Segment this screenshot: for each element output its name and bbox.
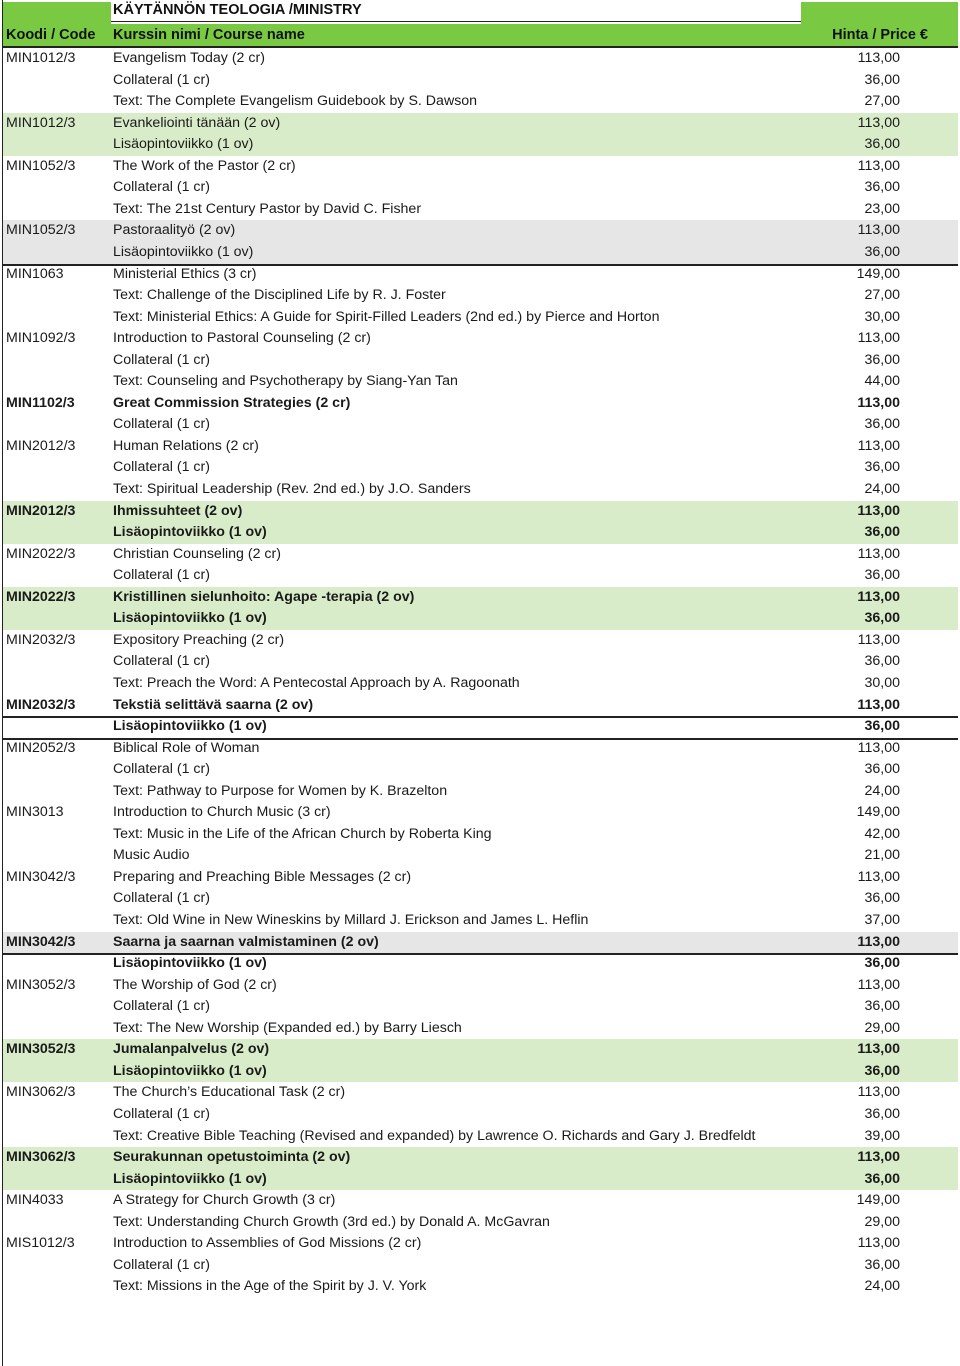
course-price: 23,00 <box>864 200 900 217</box>
header-fill-right <box>801 2 958 24</box>
course-price: 36,00 <box>864 890 900 907</box>
course-price: 29,00 <box>864 1019 900 1036</box>
table-row <box>3 759 958 781</box>
table-row <box>3 1276 958 1298</box>
course-price: 113,00 <box>857 696 900 713</box>
table-row <box>3 328 958 350</box>
course-price: 113,00 <box>857 739 900 756</box>
course-price: 113,00 <box>857 588 900 605</box>
course-name: The Church’s Educational Task (2 cr) <box>113 1084 346 1101</box>
course-code: MIN1092/3 <box>6 330 76 347</box>
course-name: Collateral (1 cr) <box>113 653 210 670</box>
course-price: 149,00 <box>856 804 900 821</box>
course-code: MIN4033 <box>6 1192 64 1209</box>
course-name: Introduction to Pastoral Counseling (2 cr) <box>113 330 371 347</box>
course-code: MIN1052/3 <box>6 157 76 174</box>
course-name: Text: Challenge of the Disciplined Life by R. J. Foster <box>113 287 446 304</box>
course-code: MIN1102/3 <box>6 394 75 411</box>
course-code: MIN2032/3 <box>6 696 76 713</box>
course-price: 113,00 <box>857 868 900 885</box>
course-price: 113,00 <box>857 1235 900 1252</box>
table-row <box>3 113 958 135</box>
table-row <box>3 134 958 156</box>
table-row <box>3 781 958 803</box>
course-name: Text: Missions in the Age of the Spirit by J. V. York <box>113 1278 427 1295</box>
course-price: 36,00 <box>864 71 900 88</box>
course-name: Expository Preaching (2 cr) <box>113 631 285 648</box>
course-name: Collateral (1 cr) <box>113 998 210 1015</box>
course-price: 36,00 <box>864 610 900 627</box>
table-row <box>3 350 958 372</box>
course-price: 36,00 <box>864 998 900 1015</box>
course-price: 30,00 <box>864 308 900 325</box>
table-row <box>3 673 958 695</box>
course-name: The Worship of God (2 cr) <box>113 976 277 993</box>
course-code: MIN2012/3 <box>6 502 76 519</box>
course-code: MIN1012/3 <box>6 114 76 131</box>
course-code: MIN3013 <box>6 804 64 821</box>
course-price: 42,00 <box>864 825 900 842</box>
table-row <box>3 630 958 652</box>
table-row <box>3 199 958 221</box>
course-price: 36,00 <box>864 179 900 196</box>
course-name: Biblical Role of Woman <box>113 739 260 756</box>
table-row <box>3 501 958 523</box>
course-price: 36,00 <box>864 761 900 778</box>
course-name: Text: Understanding Church Growth (3rd ed.) by Donald A. McGavran <box>113 1213 550 1230</box>
course-name: Collateral (1 cr) <box>113 416 210 433</box>
course-code: MIS1012/3 <box>6 1235 75 1252</box>
course-price: 36,00 <box>864 718 900 735</box>
course-price: 113,00 <box>857 545 900 562</box>
course-name: Collateral (1 cr) <box>113 761 210 778</box>
title-underline <box>111 21 801 22</box>
table-row <box>3 48 958 70</box>
table-row <box>3 544 958 566</box>
table-row <box>3 479 958 501</box>
course-price: 149,00 <box>856 265 900 282</box>
course-name: Collateral (1 cr) <box>113 1105 210 1122</box>
table-row <box>3 264 958 286</box>
course-name: Text: Spiritual Leadership (Rev. 2nd ed.) by J.O. Sanders <box>113 481 471 497</box>
course-price: 113,00 <box>857 437 900 454</box>
table-row <box>3 824 958 846</box>
course-name: Text: Old Wine in New Wineskins by Millard J. Erickson and James L. Heflin <box>113 912 589 928</box>
table-row <box>3 1190 958 1212</box>
course-code: MIN3052/3 <box>6 976 76 993</box>
course-price: 27,00 <box>864 93 900 110</box>
column-header-name: Kurssin nimi / Course name <box>113 27 305 43</box>
course-code: MIN3062/3 <box>6 1084 76 1101</box>
course-price: 24,00 <box>864 782 900 799</box>
price-list-sheet <box>2 0 958 1366</box>
course-name: Introduction to Church Music (3 cr) <box>113 804 331 821</box>
table-row <box>3 1018 958 1040</box>
course-price: 44,00 <box>864 373 900 390</box>
header-fill-left <box>3 2 111 24</box>
table-row <box>3 371 958 393</box>
course-code: MIN3062/3 <box>6 1149 76 1166</box>
course-price: 113,00 <box>857 1149 900 1166</box>
table-row <box>3 1039 958 1061</box>
course-price: 113,00 <box>857 394 900 411</box>
course-name: Collateral (1 cr) <box>113 567 210 584</box>
course-name: Collateral (1 cr) <box>113 351 210 368</box>
course-price: 36,00 <box>864 1256 900 1273</box>
course-name: Lisäopintoviikko (1 ov) <box>113 1170 267 1187</box>
course-price: 113,00 <box>857 631 900 648</box>
course-price: 30,00 <box>864 674 900 691</box>
table-row <box>3 953 958 975</box>
course-name: Lisäopintoviikko (1 ov) <box>113 718 267 735</box>
table-row <box>3 307 958 329</box>
course-code: MIN3042/3 <box>6 868 76 885</box>
table-row <box>3 888 958 910</box>
course-name: Ministerial Ethics (3 cr) <box>113 265 257 282</box>
course-code: MIN3052/3 <box>6 1041 76 1058</box>
table-row <box>3 1255 958 1277</box>
course-price: 149,00 <box>856 1192 900 1209</box>
table-row <box>3 156 958 178</box>
course-price: 36,00 <box>864 416 900 433</box>
course-name: Pastoraalityö (2 ov) <box>113 222 236 239</box>
table-row <box>3 220 958 242</box>
course-price: 36,00 <box>864 653 900 670</box>
course-name: Lisäopintoviikko (1 ov) <box>113 243 254 260</box>
course-price: 113,00 <box>857 1041 900 1058</box>
course-price: 37,00 <box>864 912 900 928</box>
table-row <box>3 608 958 630</box>
course-name: Ihmissuhteet (2 ov) <box>113 502 243 519</box>
table-row <box>3 414 958 436</box>
table-row <box>3 393 958 415</box>
course-code: MIN2032/3 <box>6 631 76 648</box>
course-price: 36,00 <box>864 567 900 584</box>
table-row <box>3 716 958 740</box>
table-row <box>3 738 958 760</box>
table-row <box>3 1147 958 1169</box>
course-price: 21,00 <box>864 847 900 864</box>
course-name: Text: Pathway to Purpose for Women by K. Brazelton <box>113 782 448 799</box>
course-code: MIN1012/3 <box>6 50 76 66</box>
table-row <box>3 285 958 307</box>
course-name: Lisäopintoviikko (1 ov) <box>113 1062 267 1079</box>
table-row <box>3 1233 958 1255</box>
table-row <box>3 802 958 824</box>
course-name: Jumalanpalvelus (2 ov) <box>113 1041 270 1058</box>
table-row <box>3 1169 958 1191</box>
course-name: Collateral (1 cr) <box>113 890 210 907</box>
course-name: Preparing and Preaching Bible Messages (2 cr) <box>113 868 412 885</box>
course-name: A Strategy for Church Growth (3 cr) <box>113 1192 336 1209</box>
table-row <box>3 436 958 458</box>
table-row <box>3 1082 958 1104</box>
course-name: Collateral (1 cr) <box>113 1256 210 1273</box>
column-header-price: Hinta / Price € <box>832 27 928 43</box>
course-name: Tekstiä selittävä saarna (2 ov) <box>113 696 314 713</box>
course-name: Human Relations (2 cr) <box>113 437 259 454</box>
table-row <box>3 587 958 609</box>
course-price: 36,00 <box>864 1105 900 1122</box>
table-row <box>3 1104 958 1126</box>
course-price: 113,00 <box>857 222 900 239</box>
table-row <box>3 845 958 867</box>
course-name: Text: Ministerial Ethics: A Guide for Spirit-Filled Leaders (2nd ed.) by Pierce and Horton <box>113 308 660 325</box>
course-name: Text: The New Worship (Expanded ed.) by Barry Liesch <box>113 1019 462 1036</box>
course-price: 113,00 <box>857 330 900 347</box>
course-code: MIN2022/3 <box>6 545 76 562</box>
course-code: MIN1052/3 <box>6 222 76 239</box>
course-price: 36,00 <box>864 1170 900 1187</box>
course-name: The Work of the Pastor (2 cr) <box>113 157 296 174</box>
course-name: Collateral (1 cr) <box>113 179 210 196</box>
course-price: 36,00 <box>864 243 900 260</box>
course-name: Christian Counseling (2 cr) <box>113 545 281 562</box>
course-price: 113,00 <box>857 933 900 950</box>
course-name: Text: Creative Bible Teaching (Revised and expanded) by Lawrence O. Richards and Gary J. Bredfeldt <box>113 1127 756 1144</box>
course-name: Text: Counseling and Psychotherapy by Siang-Yan Tan <box>113 373 458 390</box>
course-name: Text: The Complete Evangelism Guidebook by S. Dawson <box>113 93 478 110</box>
table-row <box>3 177 958 199</box>
course-name: Collateral (1 cr) <box>113 459 210 476</box>
course-code: MIN2012/3 <box>6 437 76 454</box>
table-row <box>3 1212 958 1234</box>
table-row <box>3 1061 958 1083</box>
table-row <box>3 242 958 266</box>
table-row <box>3 996 958 1018</box>
course-name: Lisäopintoviikko (1 ov) <box>113 955 267 972</box>
course-name: Seurakunnan opetustoiminta (2 ov) <box>113 1149 351 1166</box>
course-price: 113,00 <box>857 114 900 131</box>
course-name: Text: Music in the Life of the African Church by Roberta King <box>113 825 492 842</box>
column-header-code: Koodi / Code <box>6 27 96 43</box>
course-price: 113,00 <box>857 976 900 993</box>
course-price: 113,00 <box>857 502 900 519</box>
course-price: 24,00 <box>864 1278 900 1295</box>
course-name: Music Audio <box>113 847 190 864</box>
course-price: 27,00 <box>864 287 900 304</box>
table-row <box>3 910 958 932</box>
table-row <box>3 70 958 92</box>
course-name: Evankeliointi tänään (2 ov) <box>113 114 281 131</box>
course-price: 36,00 <box>864 351 900 368</box>
table-row <box>3 975 958 997</box>
table-row <box>3 1126 958 1148</box>
course-name: Lisäopintoviikko (1 ov) <box>113 610 267 627</box>
course-name: Saarna ja saarnan valmistaminen (2 ov) <box>113 933 379 950</box>
course-price: 113,00 <box>857 157 900 174</box>
table-row <box>3 91 958 113</box>
course-name: Text: Preach the Word: A Pentecostal Approach by A. Ragoonath <box>113 674 520 691</box>
course-code: MIN2022/3 <box>6 588 76 605</box>
table-row <box>3 457 958 479</box>
course-name: Evangelism Today (2 cr) <box>113 50 265 66</box>
course-price: 113,00 <box>857 1084 900 1101</box>
section-title: KÄYTÄNNÖN TEOLOGIA /MINISTRY <box>113 2 362 18</box>
table-row <box>3 867 958 889</box>
course-price: 29,00 <box>864 1213 900 1230</box>
column-header-row <box>3 24 958 46</box>
course-price: 36,00 <box>864 459 900 476</box>
table-row <box>3 695 958 719</box>
course-price: 36,00 <box>864 524 900 541</box>
table-row <box>3 932 958 956</box>
table-row <box>3 565 958 587</box>
course-name: Introduction to Assemblies of God Missions (2 cr) <box>113 1235 422 1252</box>
course-code: MIN3042/3 <box>6 933 76 950</box>
course-name: Lisäopintoviikko (1 ov) <box>113 136 254 153</box>
course-price: 36,00 <box>864 955 900 972</box>
table-row <box>3 651 958 673</box>
course-name: Great Commission Strategies (2 cr) <box>113 394 351 411</box>
course-price: 39,00 <box>864 1127 900 1144</box>
table-row <box>3 522 958 544</box>
course-name: Kristillinen sielunhoito: Agape -terapia (2 ov) <box>113 588 415 605</box>
course-price: 36,00 <box>864 136 900 153</box>
course-name: Lisäopintoviikko (1 ov) <box>113 524 267 541</box>
course-price: 36,00 <box>864 1062 900 1079</box>
course-price: 24,00 <box>864 481 900 497</box>
course-price: 113,00 <box>857 50 900 66</box>
course-name: Collateral (1 cr) <box>113 71 210 88</box>
course-code: MIN1063 <box>6 265 64 282</box>
course-code: MIN2052/3 <box>6 739 76 756</box>
course-name: Text: The 21st Century Pastor by David C. Fisher <box>113 200 422 217</box>
